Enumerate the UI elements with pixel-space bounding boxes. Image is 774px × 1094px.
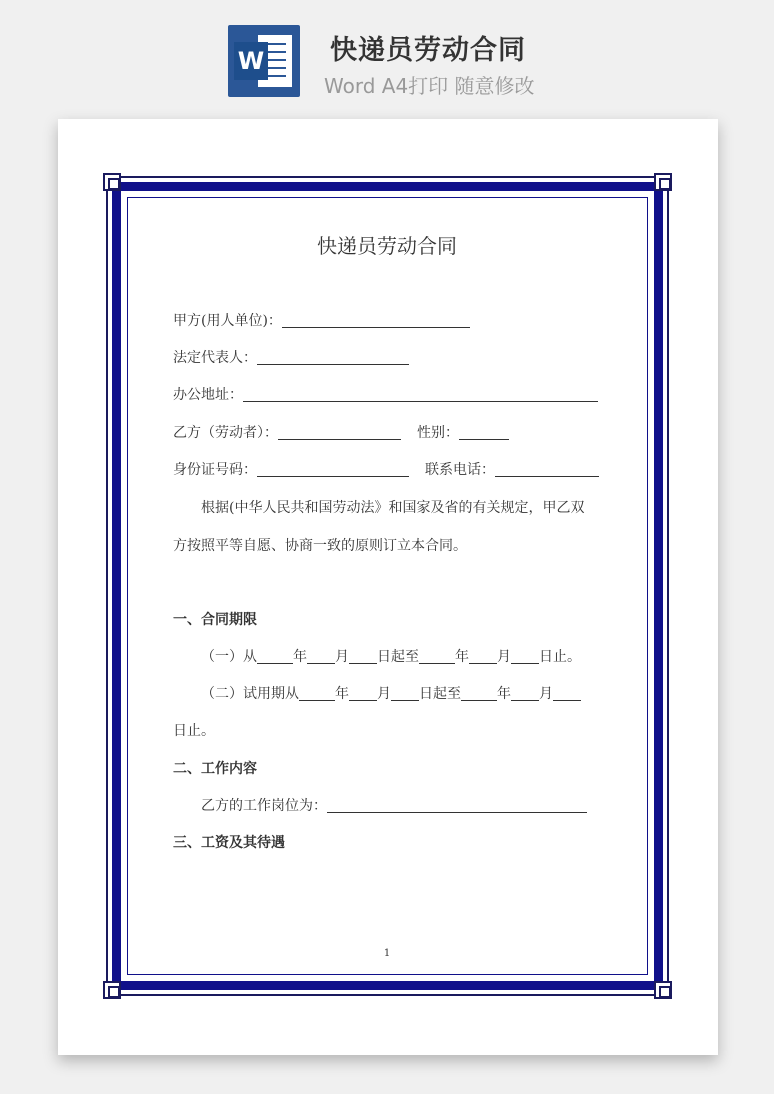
intro-paragraph: 根据(中华人民共和国劳动法》和国家及省的有关规定，甲乙双	[201, 500, 585, 516]
document-title: 快递员劳动合同	[317, 234, 457, 258]
id-phone-line: 身份证号码： 联系电话：	[173, 459, 599, 479]
section-heading: 三、工资及其待遇	[173, 835, 285, 851]
year-field[interactable]	[257, 648, 293, 664]
office-address-line: 办公地址：	[173, 384, 598, 404]
legal-rep-line: 法定代表人：	[173, 347, 409, 367]
month-field[interactable]	[349, 685, 377, 701]
intro-paragraph-cont: 方按照平等自愿、协商一致的原则订立本合同。	[173, 538, 467, 554]
header-title: 快递员劳动合同	[330, 35, 526, 66]
section-heading: 一、合同期限	[173, 612, 257, 628]
year-field[interactable]	[299, 685, 335, 701]
party-a-field[interactable]	[282, 312, 470, 328]
day-field[interactable]	[511, 648, 539, 664]
id-number-field[interactable]	[257, 461, 409, 477]
party-b-line: 乙方（劳动者）： 性别：	[173, 422, 509, 442]
year-field[interactable]	[419, 648, 455, 664]
day-field[interactable]	[391, 685, 419, 701]
party-b-field[interactable]	[278, 424, 401, 440]
legal-rep-field[interactable]	[257, 349, 409, 365]
term-line-1: （一）从 年 月 日起至 年 月 日止。	[201, 649, 581, 665]
header-subtitle: Word A4打印 随意修改	[324, 74, 535, 98]
section-heading: 二、工作内容	[173, 761, 257, 777]
month-field[interactable]	[307, 648, 335, 664]
gender-field[interactable]	[459, 424, 509, 440]
job-post-field[interactable]	[327, 797, 587, 813]
office-address-field[interactable]	[243, 386, 598, 402]
phone-field[interactable]	[495, 461, 599, 477]
term-line-2: （二）试用期从 年 月 日起至 年 月	[201, 683, 581, 703]
day-field[interactable]	[349, 648, 377, 664]
term-line-2-end: 日止。	[173, 723, 215, 739]
month-field[interactable]	[469, 648, 497, 664]
page-number: 1	[383, 948, 391, 959]
year-field[interactable]	[461, 685, 497, 701]
day-field[interactable]	[553, 685, 581, 701]
party-a-line: 甲方(用人单位)：	[173, 310, 470, 330]
word-icon: W	[228, 25, 300, 97]
month-field[interactable]	[511, 685, 539, 701]
job-post-line: 乙方的工作岗位为：	[201, 795, 587, 815]
